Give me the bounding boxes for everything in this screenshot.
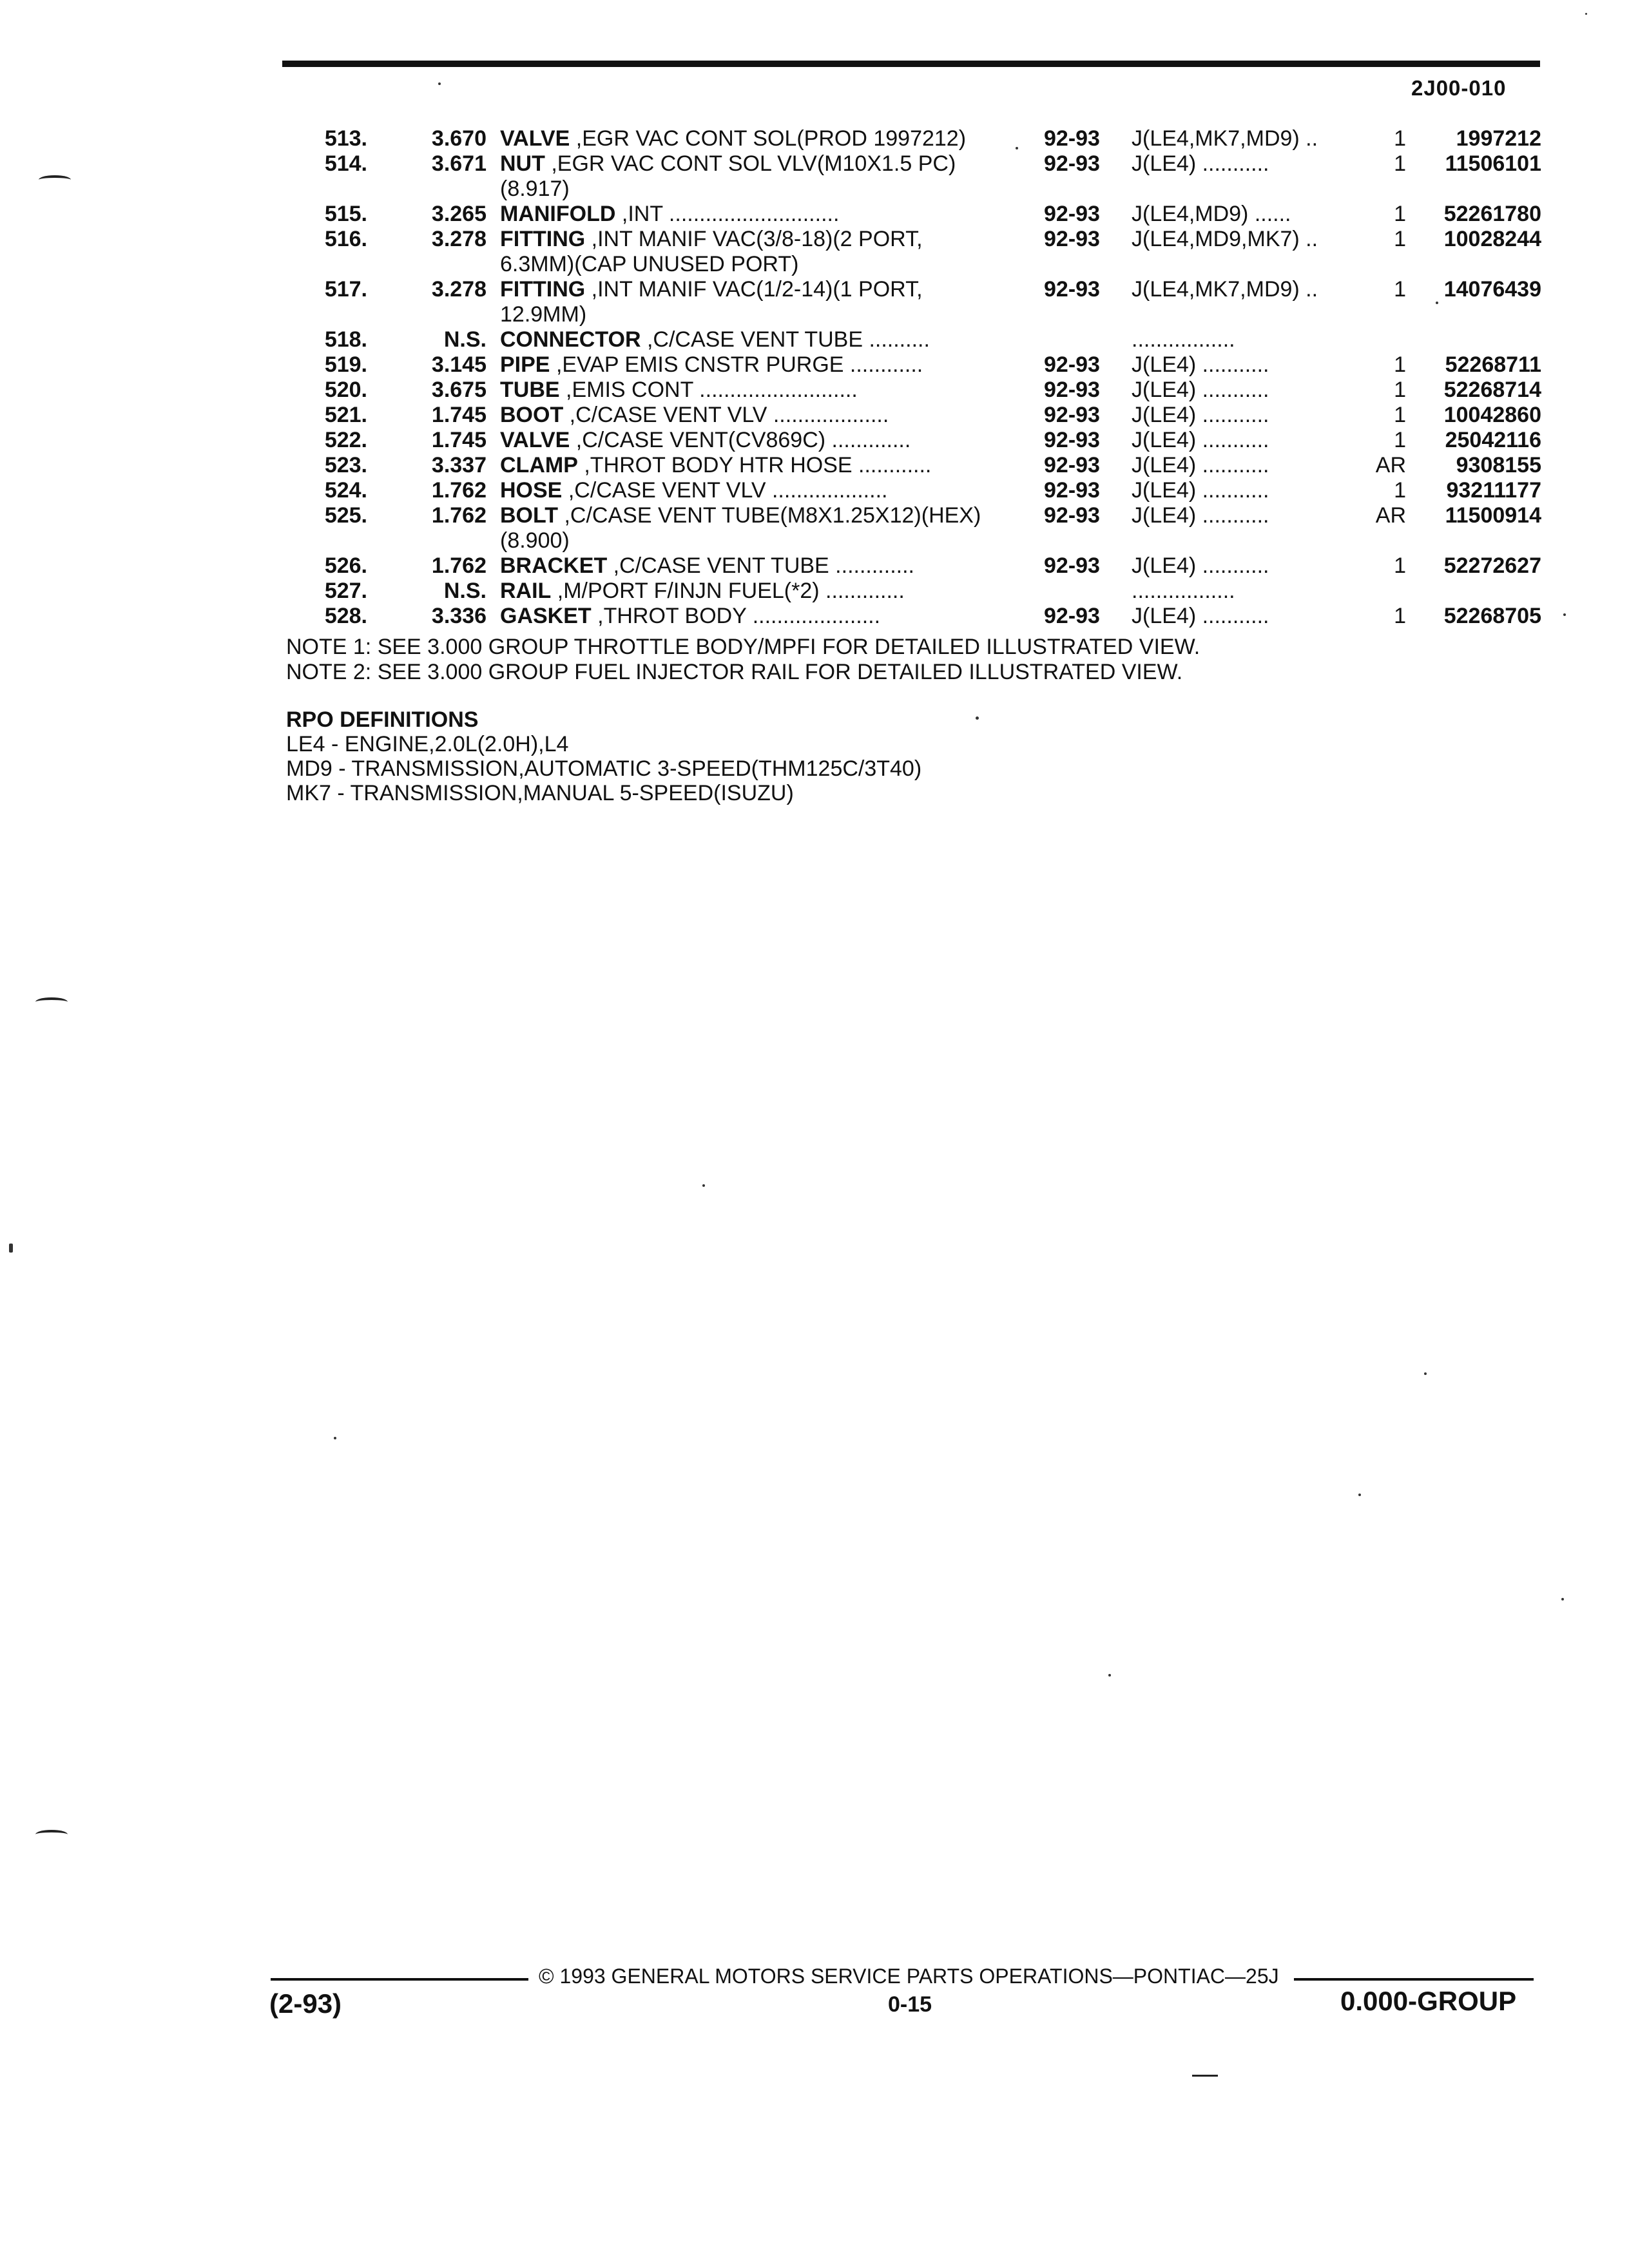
part-name: FITTING <box>500 277 586 302</box>
note-1: NOTE 1: SEE 3.000 GROUP THROTTLE BODY/MPFI FOR DETAILED ILLUSTRATED VIEW. <box>286 635 1200 659</box>
scan-speck <box>1585 13 1587 15</box>
table-row <box>284 277 1543 327</box>
rpo-title: RPO DEFINITIONS <box>286 707 479 732</box>
model-years: 92-93 <box>1044 403 1100 427</box>
footer-rule-right <box>1294 1978 1534 1981</box>
part-detail-continued: (8.900) <box>500 528 570 553</box>
quantity: 1 <box>1394 227 1406 251</box>
part-number: 25042116 <box>1445 428 1541 452</box>
header-rule <box>282 61 1540 67</box>
scan-speck <box>438 82 441 85</box>
application: J(LE4) ........... <box>1132 478 1269 503</box>
table-row <box>284 126 1543 151</box>
part-number: 93211177 <box>1446 478 1541 503</box>
table-row <box>284 453 1543 478</box>
part-name: VALVE <box>500 428 570 452</box>
model-years: 92-93 <box>1044 503 1100 528</box>
part-name: RAIL <box>500 579 552 603</box>
quantity: AR <box>1375 453 1406 477</box>
part-detail-continued: 12.9MM) <box>500 302 587 327</box>
part-number: 10042860 <box>1443 403 1541 427</box>
part-name: PIPE <box>500 352 550 377</box>
model-years: 92-93 <box>1044 453 1100 477</box>
model-years: 92-93 <box>1044 352 1100 377</box>
model-years: 92-93 <box>1044 202 1100 226</box>
application: J(LE4) ........... <box>1132 352 1269 377</box>
part-name: CONNECTOR <box>500 327 641 352</box>
page-number: 0-15 <box>888 1992 932 2017</box>
part-number: 52272627 <box>1443 553 1541 578</box>
part-name: TUBE <box>500 378 560 402</box>
scan-speck <box>1424 1372 1427 1375</box>
scan-speck <box>9 1244 13 1253</box>
application: J(LE4,MK7,MD9) .. <box>1132 126 1318 151</box>
group-ref: 1.745 <box>431 403 487 427</box>
model-years: 92-93 <box>1044 478 1100 503</box>
scan-speck <box>1016 147 1018 149</box>
model-years: 92-93 <box>1044 277 1100 302</box>
table-row <box>284 151 1543 202</box>
part-detail: ,INT MANIF VAC(1/2-14)(1 PORT, <box>591 277 923 302</box>
item-number: 527. <box>324 579 367 603</box>
application: J(LE4,MK7,MD9) .. <box>1132 277 1318 302</box>
footer-group: 0.000-GROUP <box>1340 1986 1517 2016</box>
notes-block <box>286 635 1200 685</box>
table-row <box>284 227 1543 277</box>
part-name: VALVE <box>500 126 570 151</box>
part-detail: ,THROT BODY HTR HOSE ............ <box>584 453 932 477</box>
application: J(LE4) ........... <box>1132 378 1269 402</box>
rpo-item: LE4 - ENGINE,2.0L(2.0H),L4 <box>286 732 569 756</box>
rpo-item: MD9 - TRANSMISSION,AUTOMATIC 3-SPEED(THM125C/3T40) <box>286 756 922 781</box>
parts-table <box>284 126 1543 629</box>
quantity: 1 <box>1394 277 1406 302</box>
application: J(LE4) ........... <box>1132 604 1269 628</box>
table-row <box>284 553 1543 579</box>
model-years: 92-93 <box>1044 227 1100 251</box>
scan-speck <box>334 1437 336 1439</box>
table-row <box>284 403 1543 428</box>
group-ref: 1.762 <box>431 553 487 578</box>
model-years: 92-93 <box>1044 151 1100 176</box>
quantity: AR <box>1375 503 1406 528</box>
rpo-item: MK7 - TRANSMISSION,MANUAL 5-SPEED(ISUZU) <box>286 781 794 805</box>
application: J(LE4) ........... <box>1132 553 1269 578</box>
part-name: HOSE <box>500 478 563 503</box>
part-number: 52268711 <box>1445 352 1541 377</box>
item-number: 523. <box>324 453 367 477</box>
item-number: 524. <box>324 478 367 503</box>
part-number: 14076439 <box>1443 277 1541 302</box>
application: J(LE4) ........... <box>1132 453 1269 477</box>
scan-speck <box>1563 613 1566 616</box>
quantity: 1 <box>1394 428 1406 452</box>
part-name: BRACKET <box>500 553 608 578</box>
part-number: 52261780 <box>1443 202 1541 226</box>
table-row <box>284 378 1543 403</box>
footer-date-code: (2-93) <box>269 1988 342 2019</box>
item-number: 513. <box>324 126 367 151</box>
part-detail: ,EMIS CONT .......................... <box>566 378 858 402</box>
part-name: CLAMP <box>500 453 578 477</box>
part-detail: ,C/CASE VENT VLV ................... <box>568 478 888 503</box>
model-years: 92-93 <box>1044 604 1100 628</box>
part-name: BOLT <box>500 503 559 528</box>
scan-speck <box>1358 1494 1361 1496</box>
part-detail: ,C/CASE VENT TUBE .......... <box>646 327 930 352</box>
quantity: 1 <box>1394 126 1406 151</box>
item-number: 528. <box>324 604 367 628</box>
part-detail: ,EVAP EMIS CNSTR PURGE ............ <box>555 352 923 377</box>
table-row <box>284 478 1543 503</box>
part-detail: ,THROT BODY ..................... <box>597 604 881 628</box>
item-number: 526. <box>324 553 367 578</box>
application: J(LE4) ........... <box>1132 403 1269 427</box>
application: J(LE4) ........... <box>1132 151 1269 176</box>
group-ref: 3.278 <box>431 277 487 302</box>
binder-hole-mark <box>35 997 68 1006</box>
group-ref: 3.336 <box>431 604 487 628</box>
item-number: 521. <box>324 403 367 427</box>
part-detail: ,C/CASE VENT TUBE(M8X1.25X12)(HEX) <box>564 503 981 528</box>
application: ................. <box>1132 579 1235 603</box>
item-number: 519. <box>324 352 367 377</box>
table-row <box>284 503 1543 553</box>
item-number: 525. <box>324 503 367 528</box>
item-number: 514. <box>324 151 367 176</box>
group-ref: 3.337 <box>431 453 487 477</box>
application: J(LE4) ........... <box>1132 503 1269 528</box>
group-ref: 3.145 <box>431 352 487 377</box>
part-number: 10028244 <box>1443 227 1541 251</box>
part-detail: ,C/CASE VENT(CV869C) ............. <box>575 428 911 452</box>
binder-hole-mark <box>35 1830 68 1839</box>
application: ................. <box>1132 327 1235 352</box>
group-ref: 1.762 <box>431 503 487 528</box>
scan-speck <box>1436 302 1438 304</box>
item-number: 518. <box>324 327 367 352</box>
binder-hole-mark <box>39 175 71 184</box>
quantity: 1 <box>1394 151 1406 176</box>
group-ref: 1.762 <box>431 478 487 503</box>
scan-speck <box>1108 1674 1111 1677</box>
model-years: 92-93 <box>1044 126 1100 151</box>
quantity: 1 <box>1394 553 1406 578</box>
model-years: 92-93 <box>1044 378 1100 402</box>
quantity: 1 <box>1394 478 1406 503</box>
scan-mark <box>1192 2075 1218 2083</box>
catalog-code: 2J00-010 <box>1411 76 1507 100</box>
item-number: 520. <box>324 378 367 402</box>
part-name: FITTING <box>500 227 586 251</box>
quantity: 1 <box>1394 202 1406 226</box>
item-number: 517. <box>324 277 367 302</box>
part-number: 52268705 <box>1443 604 1541 628</box>
group-ref: 3.670 <box>431 126 487 151</box>
part-number: 11500914 <box>1445 503 1541 528</box>
group-ref: 1.745 <box>431 428 487 452</box>
table-row <box>284 202 1543 227</box>
note-2: NOTE 2: SEE 3.000 GROUP FUEL INJECTOR RAIL FOR DETAILED ILLUSTRATED VIEW. <box>286 660 1183 684</box>
model-years: 92-93 <box>1044 553 1100 578</box>
group-ref: 3.278 <box>431 227 487 251</box>
quantity: 1 <box>1394 403 1406 427</box>
model-years: 92-93 <box>1044 428 1100 452</box>
part-name: MANIFOLD <box>500 202 616 226</box>
part-detail: ,C/CASE VENT TUBE ............. <box>613 553 914 578</box>
quantity: 1 <box>1394 378 1406 402</box>
part-detail: ,M/PORT F/INJN FUEL(*2) ............. <box>557 579 905 603</box>
group-ref: N.S. <box>443 327 487 352</box>
part-detail: ,C/CASE VENT VLV ................... <box>569 403 889 427</box>
group-ref: 3.675 <box>431 378 487 402</box>
group-ref: 3.265 <box>431 202 487 226</box>
table-row <box>284 327 1543 352</box>
part-name: BOOT <box>500 403 564 427</box>
scan-speck <box>1561 1598 1564 1600</box>
group-ref: N.S. <box>443 579 487 603</box>
group-ref: 3.671 <box>431 151 487 176</box>
part-detail: ,EGR VAC CONT SOL(PROD 1997212) <box>575 126 967 151</box>
part-detail-continued: (8.917) <box>500 177 570 201</box>
application: J(LE4,MD9) ...... <box>1132 202 1291 226</box>
footer-copyright: © 1993 GENERAL MOTORS SERVICE PARTS OPERATIONS—PONTIAC—25J <box>539 1965 1279 1988</box>
part-number: 9308155 <box>1456 453 1541 477</box>
rpo-definitions <box>286 707 921 805</box>
footer-rule-left <box>271 1978 528 1981</box>
item-number: 515. <box>324 202 367 226</box>
table-row <box>284 352 1543 378</box>
quantity: 1 <box>1394 352 1406 377</box>
part-detail-continued: 6.3MM)(CAP UNUSED PORT) <box>500 252 799 276</box>
part-number: 11506101 <box>1445 151 1541 176</box>
item-number: 516. <box>324 227 367 251</box>
quantity: 1 <box>1394 604 1406 628</box>
application: J(LE4) ........... <box>1132 428 1269 452</box>
part-number: 52268714 <box>1443 378 1541 402</box>
part-detail: ,INT ............................ <box>621 202 840 226</box>
table-row <box>284 428 1543 453</box>
table-row <box>284 604 1543 629</box>
table-row <box>284 579 1543 604</box>
part-number: 1997212 <box>1456 126 1541 151</box>
part-name: GASKET <box>500 604 592 628</box>
scan-speck <box>976 716 979 720</box>
part-detail: ,INT MANIF VAC(3/8-18)(2 PORT, <box>591 227 923 251</box>
item-number: 522. <box>324 428 367 452</box>
application: J(LE4,MD9,MK7) .. <box>1132 227 1318 251</box>
scan-speck <box>702 1184 705 1187</box>
part-detail: ,EGR VAC CONT SOL VLV(M10X1.5 PC) <box>551 151 956 176</box>
part-name: NUT <box>500 151 545 176</box>
